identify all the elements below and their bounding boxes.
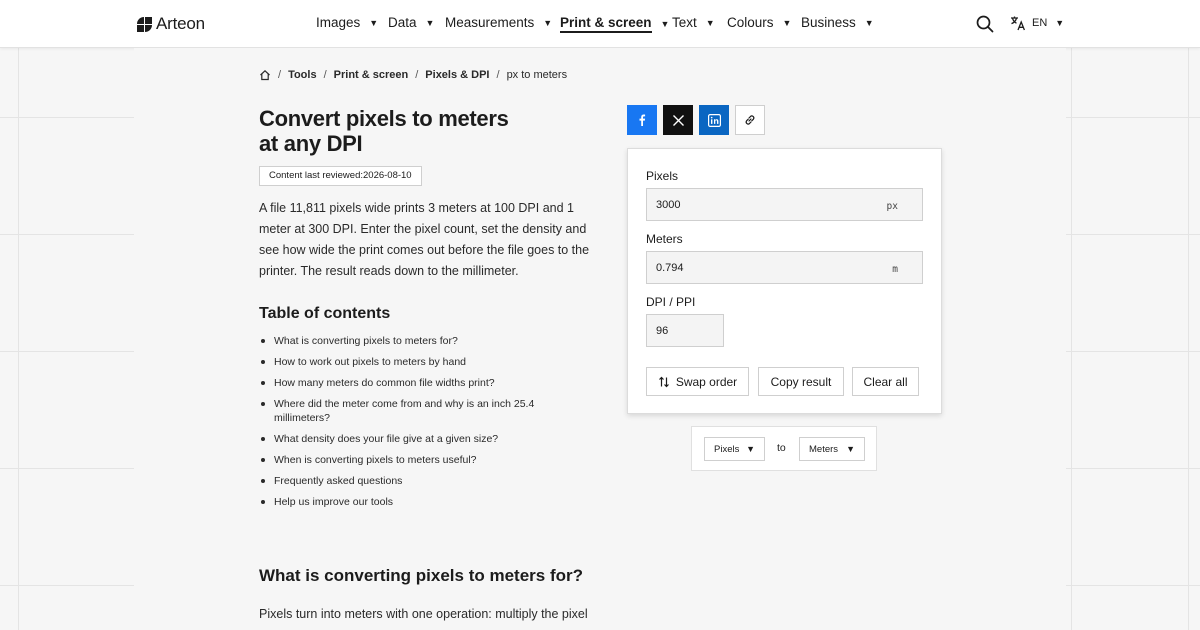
- chevron-down-icon: ▼: [543, 17, 553, 28]
- swap-order-label: Swap order: [675, 374, 738, 389]
- from-unit-select[interactable]: [704, 437, 765, 461]
- chevron-down-icon: ▼: [846, 444, 855, 454]
- dpi-value: 96: [656, 325, 669, 337]
- meters-label: Meters: [646, 232, 683, 246]
- reviewed-label: Content last reviewed:: [269, 170, 363, 181]
- copy-link-button[interactable]: [735, 105, 765, 135]
- top-navigation: [0, 0, 1200, 48]
- nav-label: Data: [388, 15, 417, 30]
- conversion-direction: [691, 426, 877, 471]
- chevron-down-icon: ▼: [864, 17, 874, 28]
- language-selector[interactable]: [1010, 15, 1064, 31]
- reviewed-badge: [259, 166, 422, 186]
- toc-link[interactable]: How to work out pixels to meters by hand: [259, 355, 559, 369]
- breadcrumb-link-tools[interactable]: Tools: [288, 69, 317, 81]
- language-code: EN: [1032, 17, 1048, 29]
- share-x-button[interactable]: [663, 105, 693, 135]
- chevron-down-icon: ▼: [746, 444, 755, 454]
- nav-item-measurements[interactable]: [445, 15, 552, 30]
- swap-order-button[interactable]: [646, 367, 749, 396]
- converter-panel: [627, 148, 942, 414]
- nav-item-colours[interactable]: [727, 15, 791, 30]
- section-paragraph: Pixels turn into meters with one operation: multiply the pixel: [259, 607, 588, 621]
- clear-all-button[interactable]: [852, 367, 919, 396]
- logo-mark-icon: [137, 17, 152, 32]
- share-linkedin-button[interactable]: [699, 105, 729, 135]
- breadcrumb-link-print-screen[interactable]: Print & screen: [333, 69, 409, 81]
- table-of-contents: [259, 334, 559, 516]
- nav-item-business[interactable]: [801, 15, 874, 30]
- search-icon[interactable]: [976, 15, 994, 33]
- toc-title: Table of contents: [259, 305, 391, 322]
- main-content: [134, 48, 1066, 630]
- toc-link[interactable]: Help us improve our tools: [259, 495, 559, 509]
- dpi-input[interactable]: [646, 314, 724, 347]
- meters-input[interactable]: [646, 251, 923, 284]
- toc-link[interactable]: What density does your file give at a given size?: [259, 432, 559, 446]
- share-facebook-button[interactable]: [627, 105, 657, 135]
- pixels-input[interactable]: [646, 188, 923, 221]
- direction-to-label: to: [777, 442, 786, 454]
- chevron-down-icon: ▼: [782, 17, 792, 28]
- toc-link[interactable]: How many meters do common file widths print?: [259, 376, 559, 390]
- pixels-label: Pixels: [646, 169, 679, 183]
- nav-label: Measurements: [445, 15, 535, 30]
- link-icon: [743, 113, 757, 127]
- nav-item-data[interactable]: [388, 15, 434, 30]
- breadcrumb-separator: /: [496, 69, 500, 81]
- toc-link[interactable]: Frequently asked questions: [259, 474, 559, 488]
- chevron-down-icon: ▼: [369, 17, 379, 28]
- nav-label: Print & screen: [560, 15, 652, 33]
- section-title: What is converting pixels to meters for?: [259, 566, 584, 585]
- intro-paragraph: A file 11,811 pixels wide prints 3 meters at 100 DPI and 1 meter at 300 DPI. Enter the pixel count, set the density and see how wide the print comes out before the file goes to the printer. The result reads down to the millimeter.: [259, 201, 590, 278]
- breadcrumb: [259, 69, 567, 81]
- x-icon: [672, 114, 685, 127]
- facebook-icon: [635, 113, 649, 127]
- breadcrumb-separator: /: [415, 69, 419, 81]
- chevron-down-icon: ▼: [660, 19, 670, 29]
- page-title: Convert pixels to meters at any DPI: [259, 106, 509, 156]
- breadcrumb-separator: /: [323, 69, 327, 81]
- clear-all-label: Clear all: [863, 374, 908, 389]
- swap-icon: [658, 376, 670, 388]
- nav-label: Images: [316, 15, 361, 30]
- nav-item-print-screen[interactable]: [560, 15, 669, 33]
- to-unit-value: Meters: [809, 443, 839, 455]
- home-icon[interactable]: [259, 69, 271, 81]
- breadcrumb-link-pixels-dpi[interactable]: Pixels & DPI: [425, 69, 490, 81]
- breadcrumb-current: px to meters: [506, 69, 568, 81]
- nav-item-images[interactable]: [316, 15, 378, 30]
- nav-label: Text: [672, 15, 697, 30]
- to-unit-select[interactable]: [799, 437, 865, 461]
- toc-link[interactable]: What is converting pixels to meters for?: [259, 334, 559, 348]
- from-unit-value: Pixels: [714, 443, 740, 455]
- reviewed-date: 2026-08-10: [363, 170, 412, 181]
- meters-unit: m: [892, 264, 898, 275]
- copy-result-button[interactable]: [758, 367, 844, 396]
- dpi-label: DPI / PPI: [646, 295, 696, 309]
- toc-link[interactable]: When is converting pixels to meters useful?: [259, 453, 559, 467]
- chevron-down-icon: ▼: [1055, 18, 1065, 28]
- nav-label: Colours: [727, 15, 774, 30]
- breadcrumb-separator: /: [278, 69, 282, 81]
- nav-label: Business: [801, 15, 856, 30]
- nav-item-text[interactable]: [672, 15, 715, 30]
- brand-logo[interactable]: [137, 14, 205, 34]
- translate-icon: [1010, 15, 1026, 31]
- chevron-down-icon: ▼: [425, 17, 435, 28]
- meters-value: 0.794: [656, 262, 684, 274]
- toc-link[interactable]: Where did the meter come from and why is an inch 25.4 millimeters?: [259, 397, 539, 425]
- brand-name: Arteon: [156, 14, 205, 33]
- linkedin-icon: [708, 114, 721, 127]
- pixels-unit: px: [886, 201, 898, 212]
- chevron-down-icon: ▼: [705, 17, 715, 28]
- copy-result-label: Copy result: [770, 374, 832, 389]
- pixels-value: 3000: [656, 199, 681, 211]
